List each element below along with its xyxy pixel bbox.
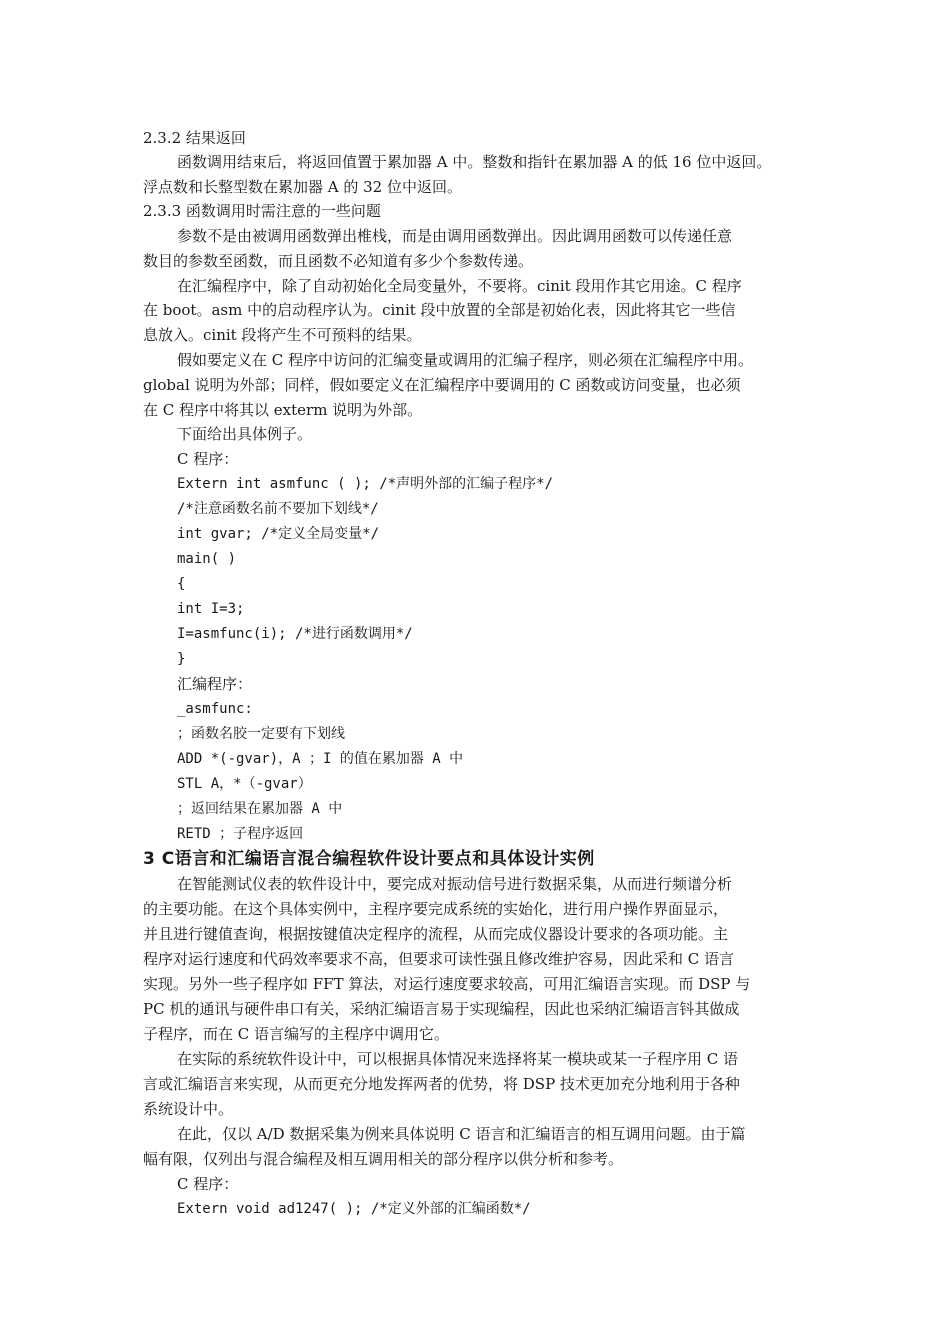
code-line: Extern int asmfunc ( ); /*声明外部的汇编子程序*/ — [177, 476, 554, 492]
code-line: STL A，*（-gvar） — [177, 776, 312, 792]
code-line: main( ) — [177, 551, 237, 567]
section-2-3-2-heading: 2.3.2 结果返回 — [143, 129, 246, 147]
paragraph-line: 言或汇编语言来实现，从而更充分地发挥两者的优势，将 DSP 技术更加充分地利用于各种 — [143, 1075, 740, 1093]
code-line: { — [177, 576, 186, 592]
paragraph-line: 幅有限，仅列出与混合编程及相互调用相关的部分程序以供分析和参考。 — [143, 1150, 624, 1168]
paragraph-line: 在智能测试仪表的软件设计中，要完成对振动信号进行数据采集，从而进行频谱分析 — [177, 875, 733, 893]
paragraph-line: 函数调用结束后，将返回值置于累加器 A 中。整数和指针在累加器 A 的低 16 位中返回。 — [177, 153, 772, 171]
paragraph-line: 在汇编程序中，除了自动初始化全局变量外，不要将。cinit 段用作其它用途。C 程序 — [177, 277, 742, 295]
section-2-3-3-heading: 2.3.3 函数调用时需注意的一些问题 — [143, 202, 381, 220]
paragraph-line: 息放入。cinit 段将产生不可预料的结果。 — [143, 326, 422, 344]
paragraph-line: 假如要定义在 C 程序中访问的汇编变量或调用的汇编子程序，则必须在汇编程序中用。 — [177, 351, 754, 369]
code-line: Extern void ad1247( ); /*定义外部的汇编函数*/ — [177, 1201, 531, 1217]
code-line: } — [177, 651, 186, 667]
code-label: 汇编程序： — [177, 675, 253, 693]
paragraph-line: 在 boot。asm 中的启动程序认为。cinit 段中放置的全部是初始化表，因此将其它一些信 — [143, 301, 736, 319]
paragraph-line: 子程序，而在 C 语言编写的主程序中调用它。 — [143, 1025, 450, 1043]
code-line: I=asmfunc(i); /*进行函数调用*/ — [177, 626, 413, 642]
paragraph-line: 在此，仅以 A/D 数据采集为例来具体说明 C 语言和汇编语言的相互调用问题。由于篇 — [177, 1125, 746, 1143]
paragraph-line: 系统设计中。 — [143, 1100, 234, 1118]
code-line: RETD ；子程序返回 — [177, 826, 304, 842]
code-line: int gvar; /*定义全局变量*/ — [177, 526, 380, 542]
code-line: int I=3; — [177, 601, 245, 617]
paragraph-line: 数目的参数至函数，而且函数不必知道有多少个参数传递。 — [143, 252, 534, 270]
code-line: /*注意函数名前不要加下划线*/ — [177, 501, 379, 517]
code-line: ADD *(-gvar)，A ；I 的值在累加器 A 中 — [177, 751, 464, 767]
paragraph-line: 的主要功能。在这个具体实例中，主程序要完成系统的实始化，进行用户操作界面显示， — [143, 900, 729, 918]
code-label: C 程序： — [177, 1175, 239, 1193]
paragraph-line: PC 机的通讯与硬件串口有关，采纳汇编语言易于实现编程，因此也采纳汇编语言钭其做成 — [143, 1000, 740, 1018]
code-label: C 程序： — [177, 450, 239, 468]
code-line: ；返回结果在累加器 A 中 — [177, 801, 343, 817]
paragraph-line: global 说明为外部；同样，假如要定义在汇编程序中要调用的 C 函数或访问变量，也必须 — [143, 376, 741, 394]
paragraph-line: 程序对运行速度和代码效率要求不高，但要求可读性强且修改维护容易，因此采和 C 语言 — [143, 950, 735, 968]
paragraph-line: 下面给出具体例子。 — [177, 425, 313, 443]
paragraph-line: 在实际的系统软件设计中，可以根据具体情况来选择将某一模块或某一子程序用 C 语 — [177, 1050, 739, 1068]
paragraph-line: 并且进行键值查询，根据按键值决定程序的流程，从而完成仪器设计要求的各项功能。主 — [143, 925, 729, 943]
paragraph-line: 在 C 程序中将其以 exterm 说明为外部。 — [143, 401, 423, 419]
paragraph-line: 实现。另外一些子程序如 FFT 算法，对运行速度要求较高，可用汇编语言实现。而 DSP 与 — [143, 975, 751, 993]
paragraph-line: 参数不是由被调用函数弹出椎栈，而是由调用函数弹出。因此调用函数可以传递任意 — [177, 227, 733, 245]
section-3-heading: 3 C语言和汇编语言混合编程软件设计要点和具体设计实例 — [143, 849, 595, 869]
code-line: ；函数名胶一定要有下划线 — [177, 726, 345, 742]
code-line: _asmfunc: — [177, 701, 253, 717]
paragraph-line: 浮点数和长整型数在累加器 A 的 32 位中返回。 — [143, 178, 462, 196]
